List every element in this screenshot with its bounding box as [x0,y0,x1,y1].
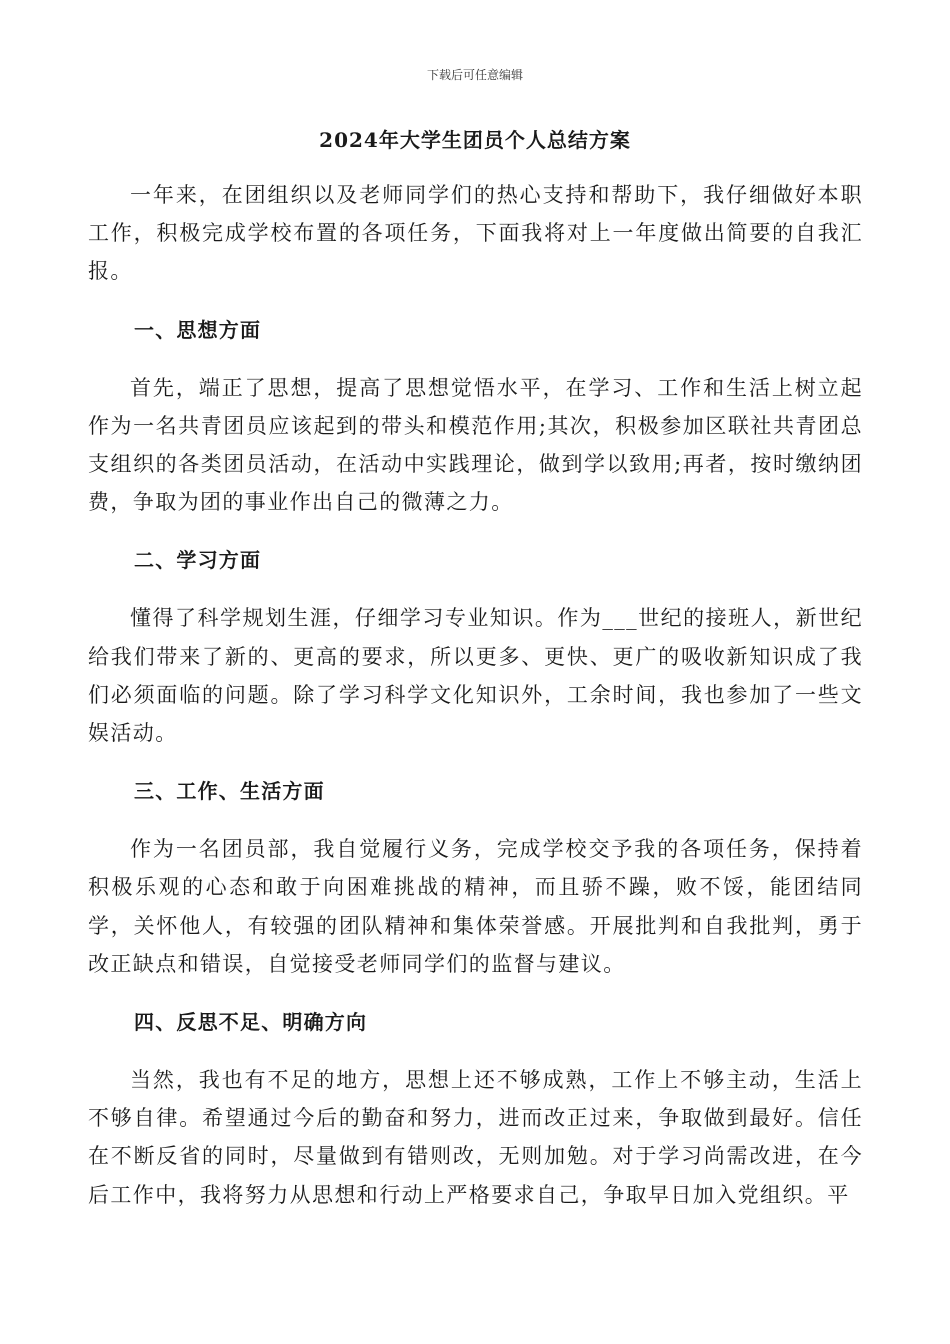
section-heading-reflection: 四、反思不足、明确方向 [134,1010,368,1035]
section-heading-thought: 一、思想方面 [134,317,262,342]
section-heading-work-life: 三、工作、生活方面 [134,779,325,804]
section-body-reflection: 当然，我也有不足的地方，思想上还不够成熟，工作上不够主动，生活上不够自律。希望通过今后的勤奋和努力，进而改正过来，争取做到最好。信任在不断反省的同时，尽量做到有错则改，无则加勉。对于学习尚需改进，在今后工作中，我将努力从思想和行动上严格要求自己，争取早日加入党组织。平 [88,1068,863,1207]
section-body-study: 懂得了科学规划生涯，仔细学习专业知识。作为___世纪的接班人，新世纪给我们带来了新的、更高的要求，所以更多、更快、更广的吸收新知识成了我们必须面临的问题。除了学习科学文化知识外，工余时间，我也参加了一些文娱活动。 [88,606,863,746]
section-heading-study: 二、学习方面 [134,548,262,573]
document-body [88,176,863,1214]
section-body-work-life: 作为一名团员部，我自觉履行义务，完成学校交予我的各项任务，保持着积极乐观的心态和敢于向困难挑战的精神，而且骄不躁，败不馁，能团结同学，关怀他人，有较强的团队精神和集体荣誉感。开展批判和自我批判，勇于改正缺点和错误，自觉接受老师同学们的监督与建议。 [88,837,863,976]
page-title: 2024年大学生团员个人总结方案 [319,128,631,152]
section-body-thought: 首先，端正了思想，提高了思想觉悟水平，在学习、工作和生活上树立起作为一名共青团员应该起到的带头和模范作用;其次，积极参加区联社共青团总支组织的各类团员活动，在活动中实践理论，做到学以致用;再者，按时缴纳团费，争取为团的事业作出自己的微薄之力。 [88,375,863,515]
header-note: 下载后可任意编辑 [426,68,523,82]
intro-paragraph: 一年来，在团组织以及老师同学们的热心支持和帮助下，我仔细做好本职工作，积极完成学校布置的各项任务，下面我将对上一年度做出简要的自我汇报。 [88,183,863,284]
